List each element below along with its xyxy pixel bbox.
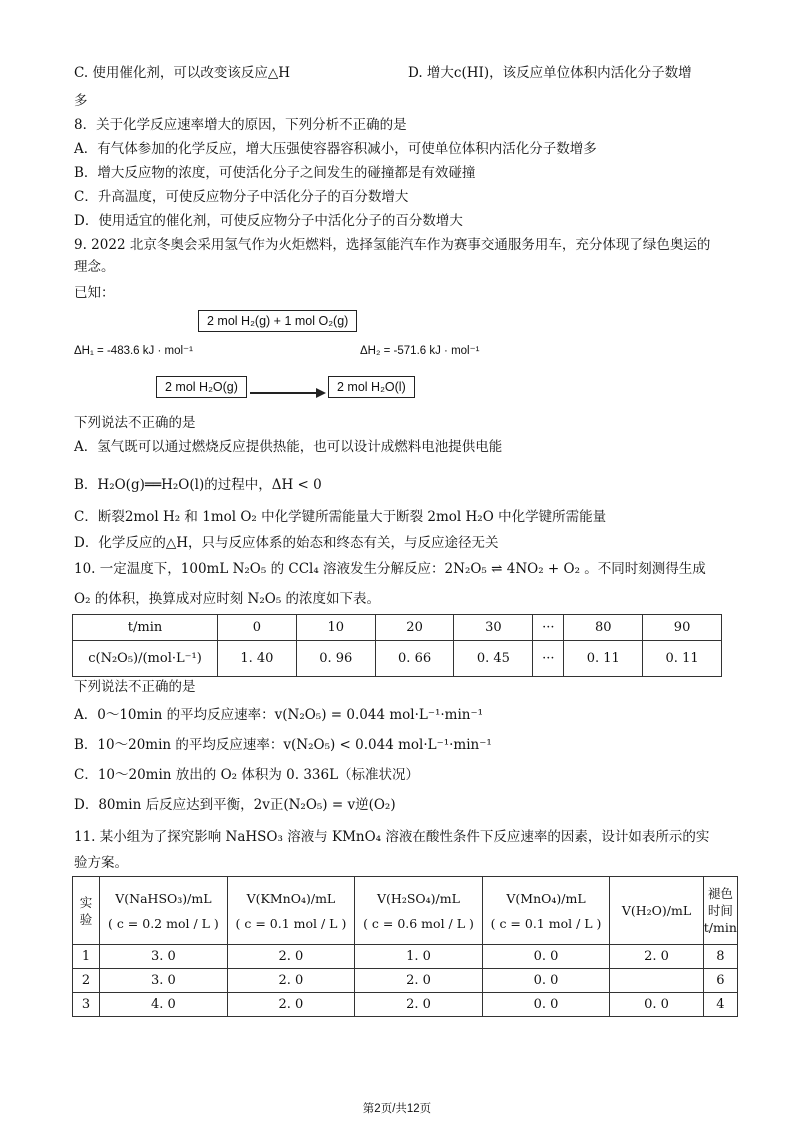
page-footer: 第2页/共12页 — [362, 1103, 432, 1115]
q10-cell: 0. 45 — [454, 641, 533, 677]
q10-table-row-conc — [73, 641, 722, 677]
q9-stem-line2: 理念。 — [74, 259, 115, 275]
q9-option-b: B．H₂O(g)══H₂O(l)的过程中，ΔH < 0 — [74, 477, 322, 493]
q9-stem-line1: 9. 2022 北京冬奥会采用氢气作为火炬燃料，选择氢能汽车作为赛事交通服务用车，充分体现了绿色奥运的 — [74, 237, 711, 253]
q11-cell: 3 — [73, 993, 100, 1017]
q10-cell: 0. 11 — [643, 641, 722, 677]
q10-cell: 0. 96 — [296, 641, 375, 677]
q10-cell: 80 — [564, 615, 643, 641]
q11-cell: 8 — [703, 945, 737, 969]
q11-header-exp: 实 验 — [73, 877, 100, 945]
q11-cell: 0. 0 — [610, 993, 703, 1017]
q10-question: 下列说法不正确的是 — [74, 679, 196, 695]
q11-header-mno4: V(MnO₄)/mL ( c = 0.1 mol / L ) — [482, 877, 610, 945]
diagram-left-box: 2 mol H₂O(g) — [156, 376, 247, 398]
q11-cell: 2. 0 — [227, 993, 355, 1017]
diagram-dh1: ΔH₁ = -483.6 kJ · mol⁻¹ — [74, 345, 193, 357]
q10-cell: 1. 40 — [218, 641, 297, 677]
q8-stem: 8．关于化学反应速率增大的原因，下列分析不正确的是 — [74, 117, 407, 133]
q8-option-b: B．增大反应物的浓度，可使活化分子之间发生的碰撞都是有效碰撞 — [74, 165, 476, 181]
q8-option-a: A．有气体参加的化学反应，增大压强使容器容积减小，可使单位体积内活化分子数增多 — [74, 141, 597, 157]
q9-option-d: D．化学反应的△H，只与反应体系的始态和终态有关，与反应途径无关 — [74, 535, 499, 551]
q11-cell: 1 — [73, 945, 100, 969]
q10-cell: 0. 11 — [564, 641, 643, 677]
q8-option-d: D．使用适宜的催化剂，可使反应物分子中活化分子的百分数增大 — [74, 213, 463, 229]
q11-cell: 4 — [703, 993, 737, 1017]
table-row — [73, 945, 738, 969]
q11-header-nahso3: V(NaHSO₃)/mL ( c = 0.2 mol / L ) — [100, 877, 228, 945]
q10-cell: 0 — [218, 615, 297, 641]
q10-cell: 30 — [454, 615, 533, 641]
q11-cell: 2. 0 — [227, 945, 355, 969]
q11-cell: 2. 0 — [610, 945, 703, 969]
q11-cell: 0. 0 — [482, 969, 610, 993]
q11-cell: 0. 0 — [482, 993, 610, 1017]
q10-header-c: c(N₂O₅)/(mol·L⁻¹) — [73, 641, 218, 677]
q11-cell: 0. 0 — [482, 945, 610, 969]
diagram-arrow — [250, 392, 318, 394]
q11-table — [72, 876, 738, 1017]
q11-cell: 6 — [703, 969, 737, 993]
q7-option-d-cont: 多 — [74, 93, 88, 109]
q10-cell: 10 — [296, 615, 375, 641]
q11-table-header-row — [73, 877, 738, 945]
table-row — [73, 993, 738, 1017]
q10-cell: ··· — [533, 615, 564, 641]
q8-option-c: C．升高温度，可使反应物分子中活化分子的百分数增大 — [74, 189, 409, 205]
q11-cell: 1. 0 — [355, 945, 483, 969]
diagram-arrowhead-icon — [316, 388, 326, 398]
q10-stem-line2: O₂ 的体积，换算成对应时刻 N₂O₅ 的浓度如下表。 — [74, 591, 381, 607]
q7-option-d: D. 增大c(HI)，该反应单位体积内活化分子数增 — [408, 65, 692, 81]
q11-header-time: 褪色 时间 t/min — [703, 877, 737, 945]
q11-cell — [610, 969, 703, 993]
q10-table-row-time — [73, 615, 722, 641]
q11-cell: 4. 0 — [100, 993, 228, 1017]
q10-option-d: D．80min 后反应达到平衡，2v正(N₂O₅) = v逆(O₂) — [74, 797, 396, 813]
q11-header-h2so4: V(H₂SO₄)/mL ( c = 0.6 mol / L ) — [355, 877, 483, 945]
q10-cell: 90 — [643, 615, 722, 641]
q11-header-h2o: V(H₂O)/mL — [610, 877, 703, 945]
q10-option-c: C．10～20min 放出的 O₂ 体积为 0. 336L（标准状况） — [74, 767, 420, 783]
q11-cell: 3. 0 — [100, 969, 228, 993]
q10-option-b: B．10～20min 的平均反应速率：v(N₂O₅) < 0.044 mol·L⁻¹·min⁻¹ — [74, 737, 492, 753]
q11-cell: 2. 0 — [355, 993, 483, 1017]
q9-known: 已知： — [74, 285, 115, 301]
q11-cell: 2. 0 — [227, 969, 355, 993]
q11-header-kmno4: V(KMnO₄)/mL ( c = 0.1 mol / L ) — [227, 877, 355, 945]
q10-cell: 0. 66 — [375, 641, 454, 677]
q10-cell: ··· — [533, 641, 564, 677]
q10-stem-line1: 10. 一定温度下，100mL N₂O₅ 的 CCl₄ 溶液发生分解反应：2N₂O₅ ⇌ 4NO₂ + O₂ 。不同时刻测得生成 — [74, 561, 706, 577]
q10-header-t: t/min — [73, 615, 218, 641]
q9-option-c: C．断裂2mol H₂ 和 1mol O₂ 中化学键所需能量大于断裂 2mol H₂O 中化学键所需能量 — [74, 509, 607, 525]
q11-stem-line1: 11. 某小组为了探究影响 NaHSO₃ 溶液与 KMnO₄ 溶液在酸性条件下反应速率的因素，设计如表所示的实 — [74, 829, 710, 845]
q11-stem-line2: 验方案。 — [74, 855, 128, 871]
table-row — [73, 969, 738, 993]
diagram-top-box: 2 mol H₂(g) + 1 mol O₂(g) — [198, 310, 357, 332]
q9-question: 下列说法不正确的是 — [74, 415, 196, 431]
q11-cell: 2 — [73, 969, 100, 993]
q11-cell: 3. 0 — [100, 945, 228, 969]
q7-option-c: C. 使用催化剂，可以改变该反应△H — [74, 65, 291, 81]
q11-cell: 2. 0 — [355, 969, 483, 993]
q10-option-a: A．0～10min 的平均反应速率：v(N₂O₅) = 0.044 mol·L⁻¹·min⁻¹ — [74, 707, 484, 723]
diagram-right-box: 2 mol H₂O(l) — [328, 376, 415, 398]
q9-option-a: A．氢气既可以通过燃烧反应提供热能，也可以设计成燃料电池提供电能 — [74, 439, 503, 455]
diagram-dh2: ΔH₂ = -571.6 kJ · mol⁻¹ — [360, 345, 480, 357]
q10-table — [72, 614, 722, 677]
q10-cell: 20 — [375, 615, 454, 641]
